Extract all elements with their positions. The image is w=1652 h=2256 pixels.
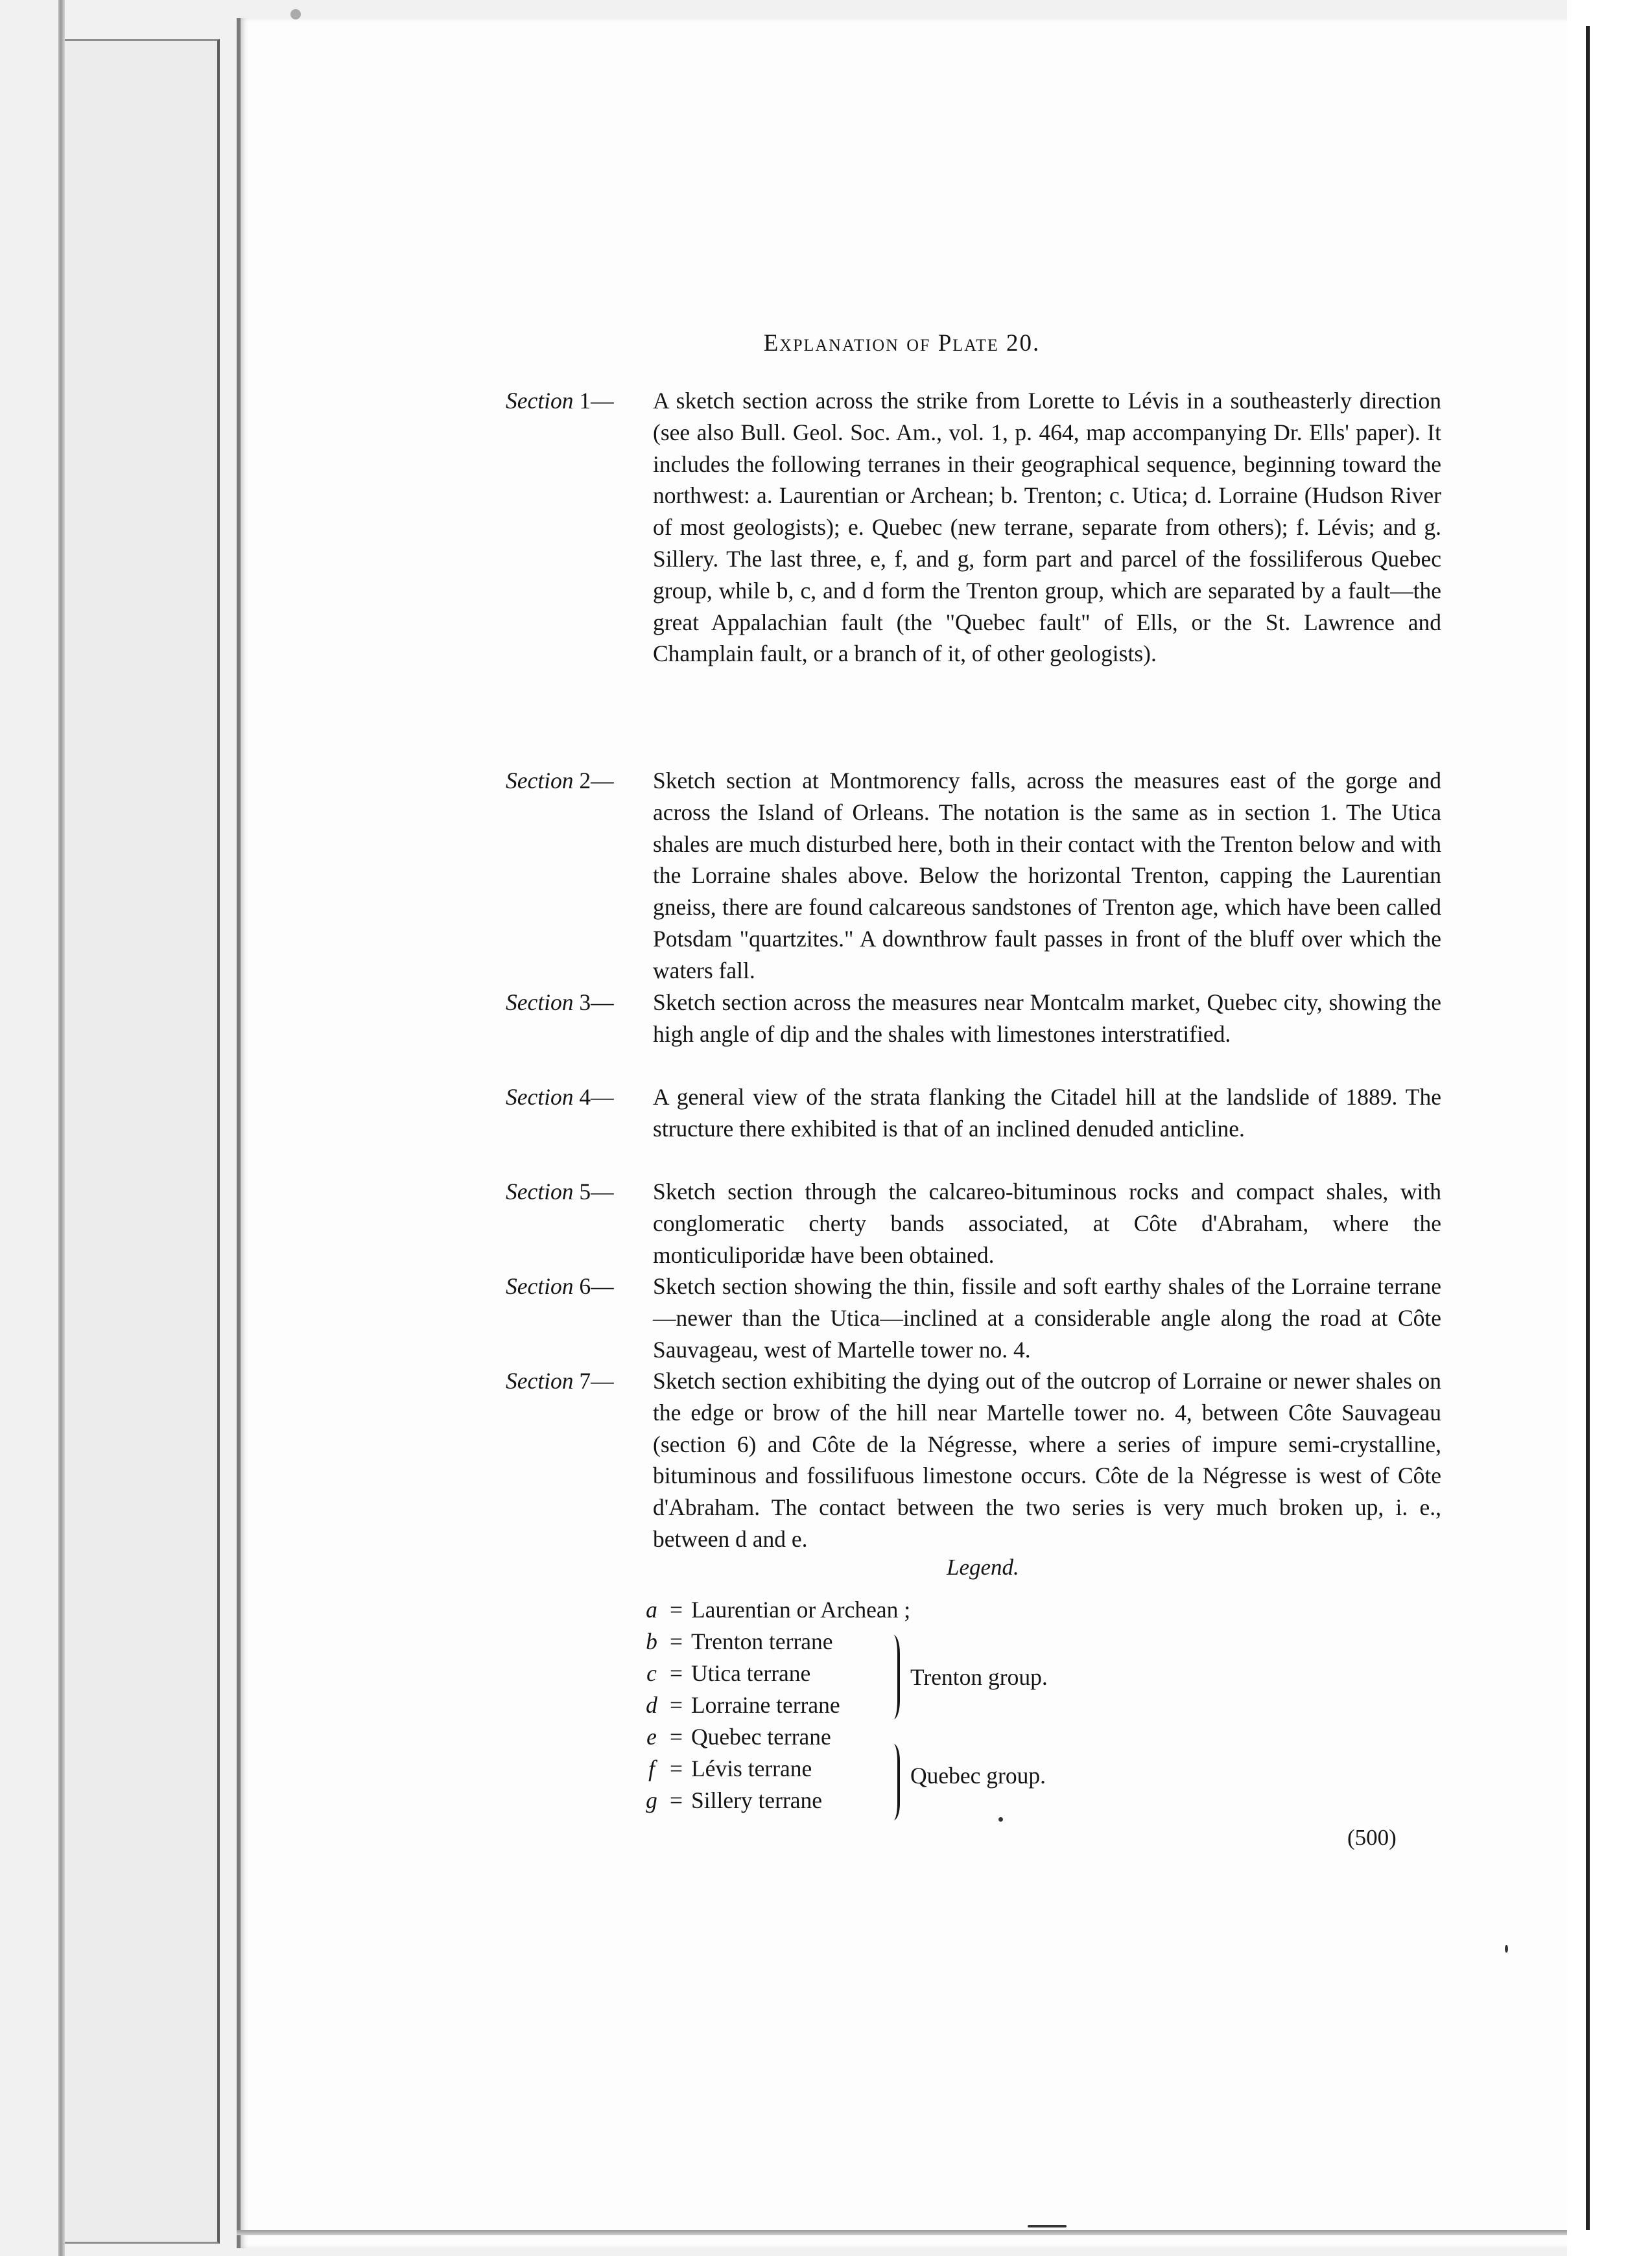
section-text: Sketch section across the measures near Montcalm market, Quebec city, showing the high angle of dip and the shales with limestones interstratified. [653, 989, 1441, 1047]
legend-row [642, 1691, 840, 1722]
legend-title: Legend. [947, 1555, 1019, 1580]
legend-letter: c [646, 1660, 657, 1686]
ink-speck [1505, 1945, 1508, 1953]
legend-name: Utica terrane [691, 1660, 811, 1686]
plate-title-plate: Plate 20. [938, 330, 1041, 357]
section-entry [506, 765, 1441, 987]
legend-equals: = [669, 1756, 683, 1781]
section-entry [506, 1271, 1441, 1365]
quebec-brace [887, 1744, 900, 1820]
ink-speck [998, 1817, 1003, 1822]
legend-row [642, 1723, 831, 1754]
section-text: Sketch section at Montmorency falls, across the measures east of the gorge and across the Island of Orleans. The notation is the same as in section 1. The Utica shales are much disturbed here, both in their contact with the Trenton below and with the Lorraine shales above. Below the horizontal Trenton, capping the Laurentian gneiss, there are found calcareous sandstones of Trenton age, which have been called Potsdam "quartzites." A downthrow fault passes in front of the bluff over which the waters fall. [653, 768, 1441, 983]
legend-equals: = [669, 1724, 683, 1750]
section-text: Sketch section through the calcareo-bituminous rocks and compact shales, with conglomeratic cherty bands associated, at Côte d'Abraham, where the monticuliporidæ have been obtained. [653, 1179, 1441, 1268]
legend-equals: = [669, 1692, 683, 1718]
legend-equals: = [669, 1597, 683, 1623]
section-label: Section 3— [506, 989, 614, 1015]
legend-letter: b [646, 1628, 657, 1654]
section-text: A general view of the strata flanking the Citadel hill at the landslide of 1889. The structure there exhibited is that of an inclined denuded anticline. [653, 1084, 1441, 1142]
section-label: Section 6— [506, 1273, 614, 1299]
right-margin [1567, 0, 1652, 2256]
facing-page-edge [65, 39, 220, 2244]
page-number: (500) [1347, 1825, 1397, 1850]
section-list [506, 385, 1441, 1555]
legend-name: Trenton terrane [691, 1628, 833, 1654]
legend-equals: = [669, 1628, 683, 1654]
section-entry [506, 1176, 1441, 1271]
section-entry [506, 1081, 1441, 1176]
section-entry [506, 385, 1441, 765]
legend-letter: a [646, 1597, 657, 1623]
legend-name: Quebec terrane [691, 1724, 831, 1750]
legend-row [642, 1660, 810, 1691]
section-entry [506, 1365, 1441, 1555]
trenton-group-label: Trenton group. [910, 1664, 1048, 1690]
legend-name: Lévis terrane [691, 1756, 812, 1781]
legend-name: Sillery terrane [691, 1787, 823, 1813]
section-label: Section 7— [506, 1368, 614, 1394]
scan-mark [290, 9, 301, 19]
legend-equals: = [669, 1787, 683, 1813]
legend-row [642, 1596, 910, 1627]
legend-row [642, 1787, 822, 1818]
legend-letter: e [646, 1724, 657, 1750]
section-label: Section 5— [506, 1179, 614, 1204]
right-page-edge [1586, 26, 1590, 2230]
legend-name: Lorraine terrane [691, 1692, 840, 1718]
legend-row [642, 1755, 812, 1786]
section-text: Sketch section exhibiting the dying out of the outcrop of Lorraine or newer shales on the edge or brow of the hill near Martelle tower no. 4, between Côte Sauvageau (section 6) and Côte de la Négresse, where a series of impure semi-crystalline, bituminous and fossilifuous limestone occurs. Côte de la Négresse is west of Côte d'Abraham. The contact between the two series is very much broken up, i. e., between d and e. [653, 1368, 1441, 1552]
section-label: Section 1— [506, 388, 614, 414]
section-entry [506, 987, 1441, 1081]
legend-name: Laurentian or Archean ; [691, 1597, 911, 1623]
section-text: A sketch section across the strike from Lorette to Lévis in a southeasterly direction (see also Bull. Geol. Soc. Am., vol. 1, p. 464, map accompanying Dr. Ells' paper). It includes the following terranes in their geographical sequence, beginning toward the northwest: a. Laurentian or Archean; b. Trenton; c. Utica; d. Lorraine (Hudson River of most geologists); e. Quebec (new terrane, separate from others); f. Lévis; and g. Sillery. The last three, e, f, and g, form part and parcel of the fossiliferous Quebec group, while b, c, and d form the Trenton group, which are separated by a fault—the great Appalachian fault (the "Quebec fault" of Ells, or the St. Lawrence and Champlain fault, or a branch of it, of other geologists). [653, 388, 1441, 667]
ink-speck [1028, 2225, 1067, 2227]
quebec-group-label: Quebec group. [910, 1763, 1046, 1789]
binding-spine [58, 0, 65, 2256]
section-text: Sketch section showing the thin, fissile and soft earthy shales of the Lorraine terrane—newer than the Utica—inclined at a considerable angle along the road at Côte Sauvageau, west of Martelle tower no. 4. [653, 1273, 1441, 1363]
plate-title [237, 329, 1567, 357]
legend-row [642, 1628, 833, 1659]
legend-letter: f [648, 1756, 655, 1781]
legend-equals: = [669, 1660, 683, 1686]
trenton-brace [887, 1635, 900, 1719]
section-label: Section 4— [506, 1084, 614, 1110]
section-label: Section 2— [506, 768, 614, 793]
page-bottom-edge [237, 2230, 1567, 2235]
legend-letter: g [646, 1787, 657, 1813]
legend-letter: d [646, 1692, 657, 1718]
plate-title-prefix: Explanation of [763, 330, 931, 357]
